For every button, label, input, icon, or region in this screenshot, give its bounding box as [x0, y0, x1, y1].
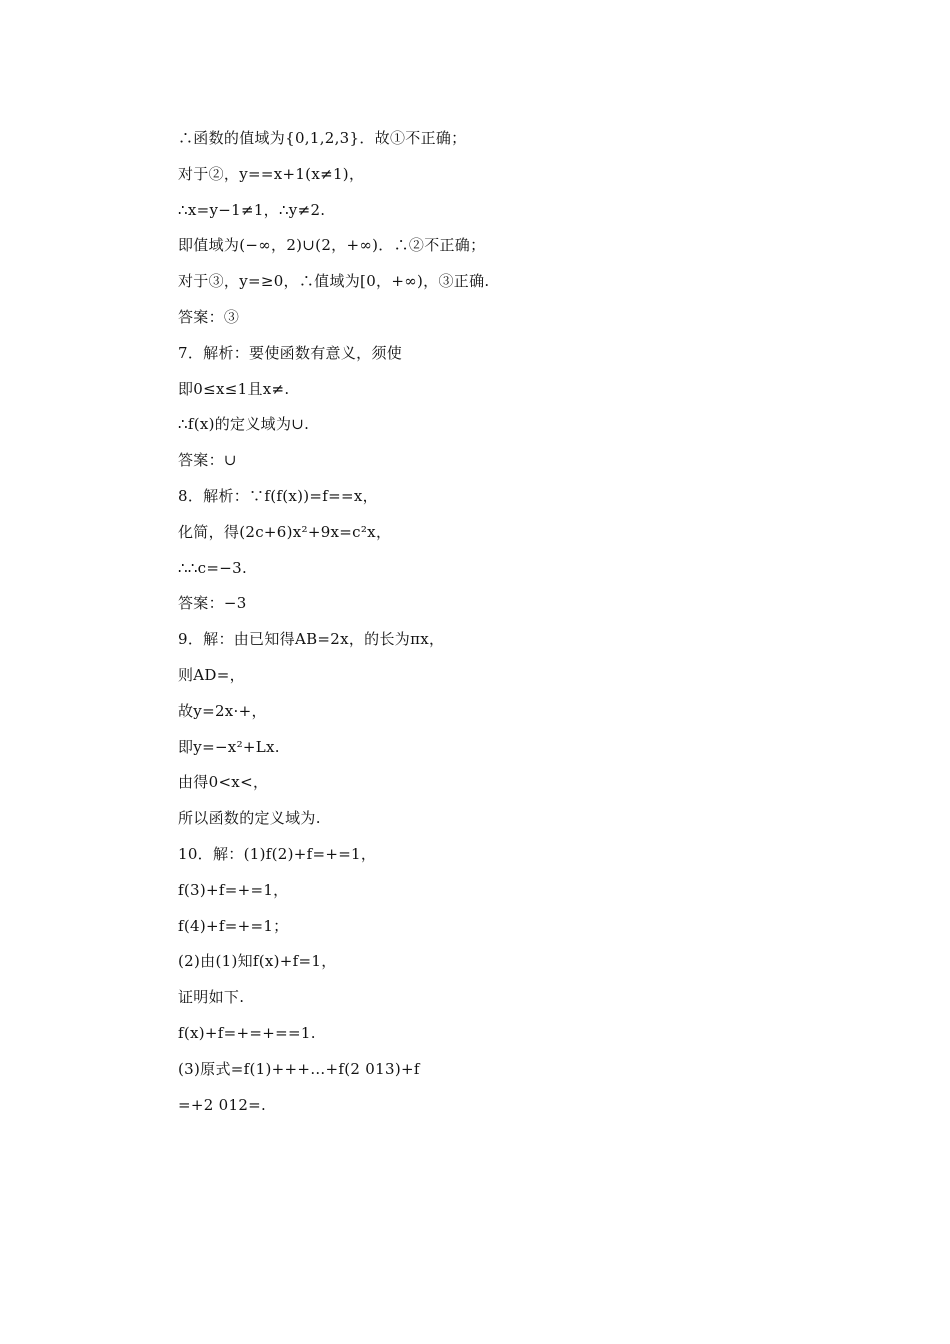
- text-line: (2)由(1)知f(x)+f=1，: [178, 952, 337, 971]
- text-line: f(x)+f=+=+==1.: [178, 1023, 316, 1042]
- text-line: ∴f(x)的定义域为∪.: [178, 415, 310, 434]
- document-body: [178, 124, 798, 1126]
- text-line: 所以函数的定义域为.: [178, 809, 321, 828]
- problem-10-heading: 10．解：(1)f(2)+f=+=1，: [178, 844, 377, 863]
- text-line: 对于③，y=≥0，∴值域为[0，+∞)，③正确.: [178, 272, 490, 291]
- text-line: 对于②，y==x+1(x≠1)，: [178, 164, 365, 183]
- answer-line: 答案：−3: [178, 594, 247, 613]
- text-line: 证明如下.: [178, 988, 245, 1007]
- text-line: ∴x=y−1≠1，∴y≠2.: [178, 200, 326, 219]
- problem-8-heading: 8．解析：∵f(f(x))=f==x，: [178, 486, 378, 505]
- text-line: f(4)+f=+=1；: [178, 916, 289, 935]
- problem-7-heading: 7．解析：要使函数有意义，须使: [178, 343, 403, 362]
- text-line: 即值域为(−∞，2)∪(2，+∞)．∴②不正确；: [178, 236, 486, 255]
- text-line: ∴∴c=−3.: [178, 558, 248, 577]
- text-line: 则AD=，: [178, 665, 245, 684]
- text-line: (3)原式=f(1)+++…+f(2 013)+f: [178, 1059, 420, 1078]
- text-line: ∴函数的值域为{0,1,2,3}．故①不正确；: [178, 129, 467, 147]
- answer-line: 答案：③: [178, 307, 240, 326]
- text-line: 由得0<x<，: [178, 773, 269, 792]
- answer-line: 答案：∪: [178, 451, 237, 470]
- text-line: 化简，得(2c+6)x²+9x=c²x，: [178, 522, 392, 541]
- text-line: =+2 012=.: [178, 1095, 267, 1114]
- text-line: 即0≤x≤1且x≠.: [178, 379, 290, 398]
- text-line: 即y=−x²+Lx.: [178, 737, 280, 756]
- text-line: f(3)+f=+=1，: [178, 880, 289, 899]
- text-line: 故y=2x·+，: [178, 701, 267, 720]
- problem-9-heading: 9．解：由已知得AB=2x，的长为πx，: [178, 630, 445, 649]
